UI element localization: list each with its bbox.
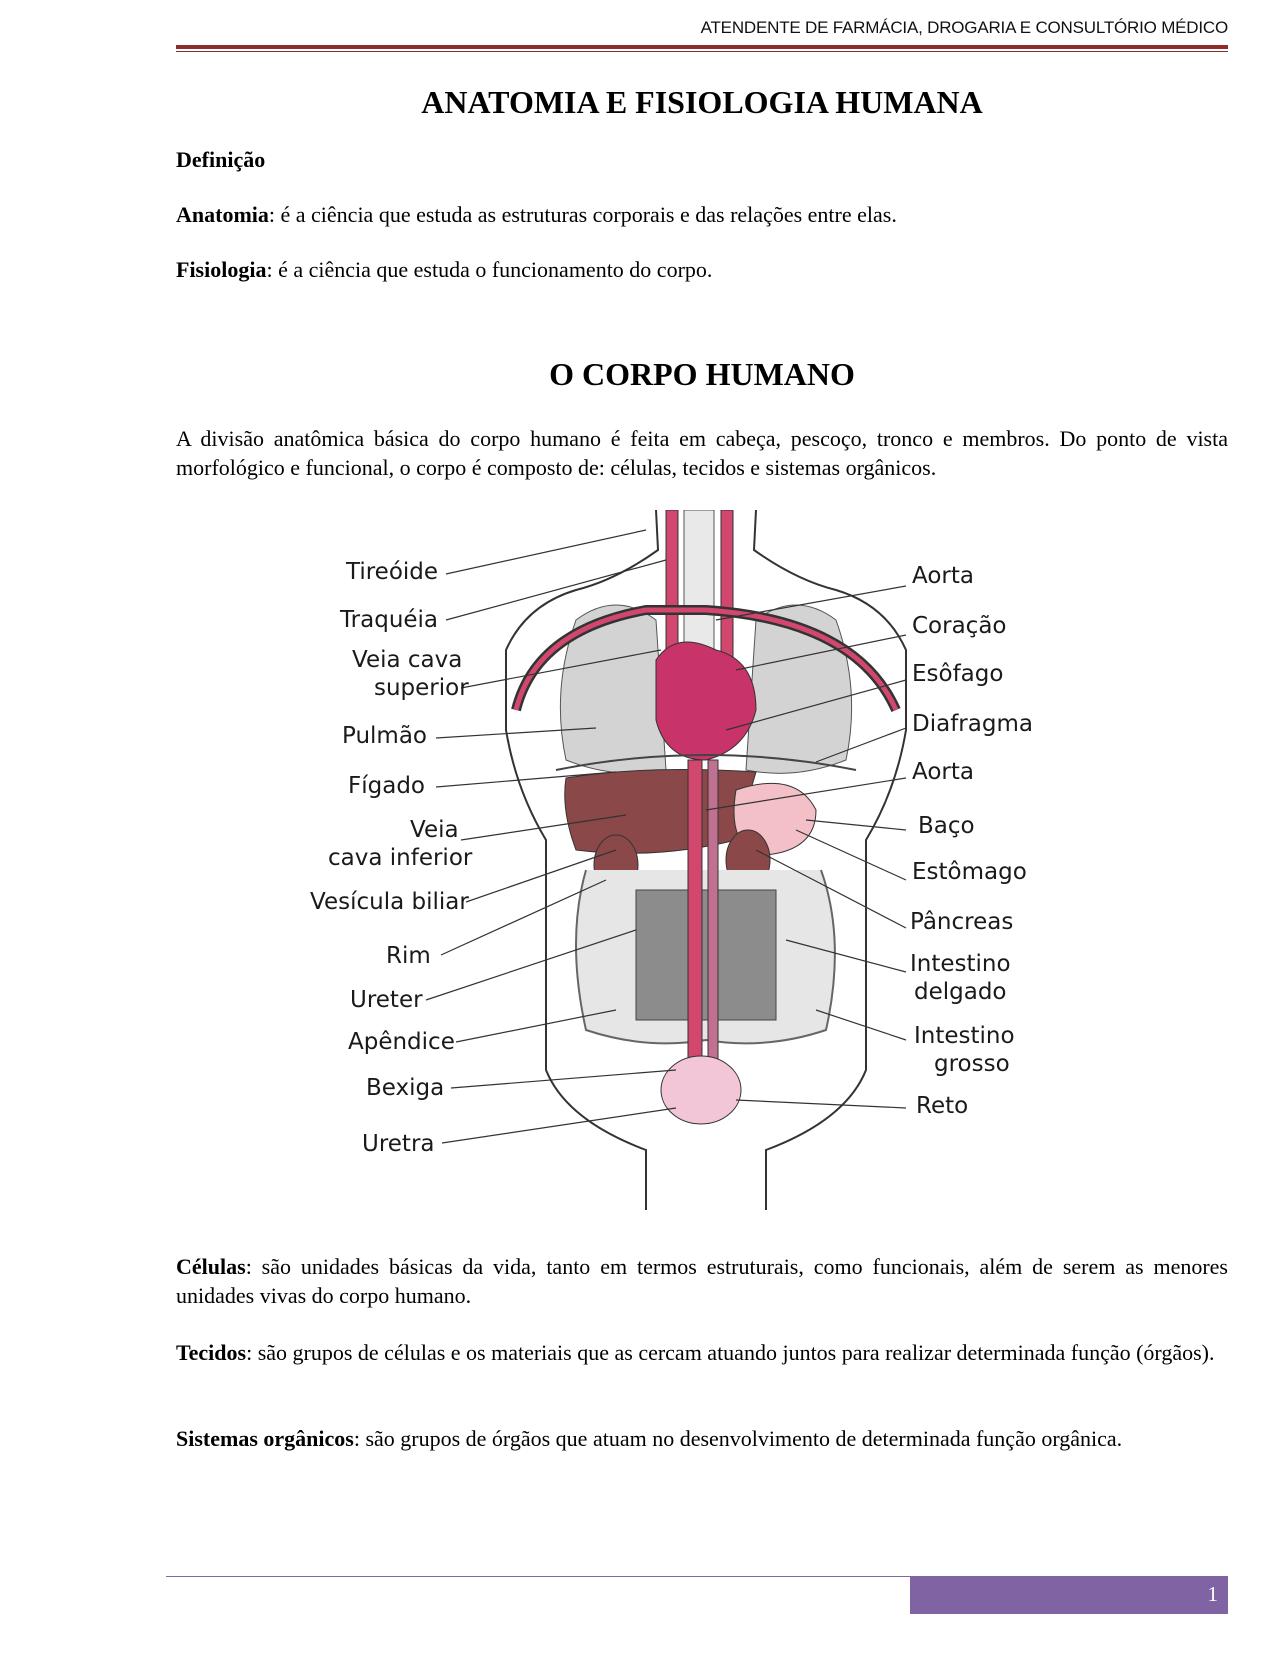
celulas-term: Células	[176, 1254, 246, 1279]
page-number: 1	[1207, 1582, 1218, 1606]
label-pulmao: Pulmão	[342, 723, 428, 749]
anatomia-term: Anatomia	[176, 202, 269, 227]
label-aorta-2: Aorta	[912, 759, 974, 785]
label-figado: Fígado	[348, 773, 425, 799]
footer-rule	[166, 1576, 910, 1577]
label-coracao: Coração	[912, 613, 1007, 639]
label-intestino-grosso-1: Intestino	[914, 1023, 1015, 1049]
label-intestino-grosso-2: grosso	[934, 1051, 1010, 1077]
label-traqueia: Traquéia	[340, 607, 439, 633]
label-apendice: Apêndice	[348, 1029, 455, 1055]
sistemas-definition	[176, 1424, 1228, 1453]
celulas-definition	[176, 1252, 1228, 1310]
label-intestino-delgado-2: delgado	[914, 979, 1007, 1005]
fisiologia-term: Fisiologia	[176, 257, 267, 282]
label-veia-cava-superior-1: Veia cava	[352, 647, 463, 673]
header-rule-thin	[176, 51, 1228, 52]
label-ureter: Ureter	[350, 987, 423, 1013]
label-uretra: Uretra	[362, 1131, 435, 1157]
tecidos-text: : são grupos de células e os materiais que as cercam atuando juntos para realizar determinada função (órgãos).	[246, 1340, 1215, 1365]
label-pancreas: Pâncreas	[910, 909, 1014, 935]
anatomia-text: : é a ciência que estuda as estruturas corporais e das relações entre elas.	[268, 202, 897, 227]
page-number-box	[910, 1576, 1228, 1614]
running-header: ATENDENTE DE FARMÁCIA, DROGARIA E CONSULTÓRIO MÉDICO	[700, 18, 1228, 37]
label-veia-cava-inferior-1: Veia	[410, 817, 459, 843]
label-aorta-1: Aorta	[912, 563, 974, 589]
intro-paragraph: A divisão anatômica básica do corpo humano é feita em cabeça, pescoço, tronco e membros. Do ponto de vista morfológico e funcional, o corpo é composto de: células, tecidos e sistemas orgânicos.	[176, 426, 1228, 480]
sistemas-term: Sistemas orgânicos	[176, 1426, 354, 1451]
fisiologia-text: : é a ciência que estuda o funcionamento do corpo.	[266, 257, 713, 282]
fisiologia-definition	[176, 255, 1228, 284]
section-title: O CORPO HUMANO	[549, 356, 855, 392]
anatomia-definition	[176, 200, 1228, 229]
page-title: ANATOMIA E FISIOLOGIA HUMANA	[421, 84, 983, 120]
label-esofago: Esôfago	[912, 661, 1004, 687]
definition-heading: Definição	[176, 147, 266, 172]
label-diafragma: Diafragma	[912, 711, 1033, 737]
label-baco: Baço	[918, 813, 975, 839]
label-intestino-delgado-1: Intestino	[910, 951, 1011, 977]
label-veia-cava-inferior-2: cava inferior	[328, 845, 473, 871]
label-veia-cava-superior-2: superior	[374, 675, 469, 701]
label-reto: Reto	[916, 1093, 969, 1119]
label-bexiga: Bexiga	[366, 1075, 445, 1101]
label-tireoide: Tireóide	[346, 559, 439, 585]
label-estomago: Estômago	[912, 859, 1027, 885]
celulas-text: : são unidades básicas da vida, tanto em termos estruturais, como funcionais, além de serem as menores unidades vivas do corpo humano.	[176, 1254, 1228, 1308]
sistemas-text: : são grupos de órgãos que atuam no desenvolvimento de determinada função orgânica.	[353, 1426, 1123, 1451]
anatomy-figure	[310, 510, 1096, 1220]
label-vesicula-biliar: Vesícula biliar	[310, 889, 469, 915]
label-rim: Rim	[386, 943, 431, 969]
tecidos-definition	[176, 1338, 1228, 1367]
header-rule	[176, 45, 1228, 49]
tecidos-term: Tecidos	[176, 1340, 247, 1365]
